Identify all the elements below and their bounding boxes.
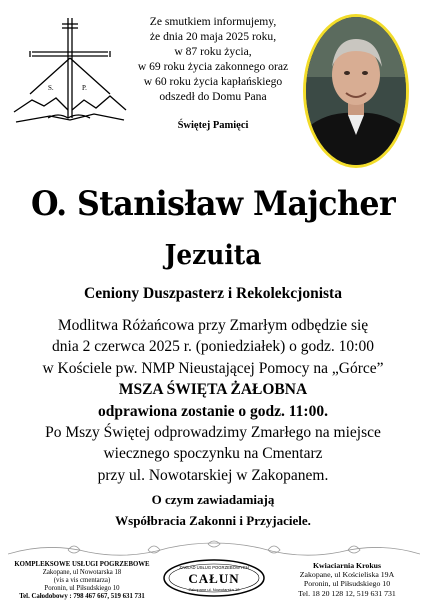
floral-ornament	[8, 538, 420, 560]
closing-line: O czym zawiadamiają	[151, 492, 275, 507]
funeral-home-phone: Tel. Całodobowy : 798 467 667, 519 631 731	[19, 593, 145, 600]
portrait-photo	[303, 14, 409, 168]
burial-line: Po Mszy Świętej odprowadzimy Zmarłego na miejsce	[45, 424, 381, 442]
deceased-order: Jezuita	[164, 240, 262, 271]
intro-line: że dnia 20 maja 2025 roku,	[149, 30, 277, 43]
cross-label-right: P.	[82, 84, 87, 92]
closing-line: Współbracia Zakonni i Przyjaciele.	[115, 513, 311, 528]
funeral-home-title: KOMPLEKSOWE USŁUGI POGRZEBOWE	[14, 561, 150, 568]
portrait-figure	[306, 17, 406, 165]
intro-line: odszedł do Domu Pana	[159, 90, 267, 103]
florist-address: Poronin, ul Piłsudskiego 10	[303, 579, 391, 589]
burial-line: wiecznego spoczynku na Cmentarz	[103, 445, 323, 463]
logo-name: CAŁUN	[188, 571, 240, 586]
announcement-line: dnia 2 czerwca 2025 r. (poniedziałek) o godz. 10:00	[52, 338, 374, 356]
calun-logo	[160, 558, 268, 598]
funeral-home-info	[6, 561, 158, 601]
intro-line: w 87 roku życia,	[174, 45, 252, 58]
florist-address: Zakopane, ul Kościeliska 19A	[299, 570, 395, 580]
intro-line: w 60 roku życia kapłańskiego	[143, 75, 283, 88]
honor-line: Świętej Pamięci	[177, 120, 249, 131]
funeral-home-address: Zakopane, ul Nowotarska 18	[42, 569, 122, 576]
announcement-line: w Kościele pw. NMP Nieustającej Pomocy na „Górce”	[42, 359, 384, 377]
logo-top-text: ZAKŁAD USŁUG POGRZEBOWYCH	[179, 565, 249, 570]
funeral-home-address: (vis a vis cmentarza)	[53, 577, 111, 584]
intro-line: Ze smutkiem informujemy,	[149, 15, 277, 28]
mass-title: MSZA ŚWIĘTA ŻAŁOBNA	[118, 381, 308, 399]
announcement-line: Modlitwa Różańcowa przy Zmarłym odbędzie się	[57, 317, 369, 334]
florist-phone: Tel. 18 20 128 12, 519 631 731	[298, 588, 396, 598]
closing-text	[0, 489, 426, 531]
deceased-name: O. Stanisław Majcher	[30, 184, 396, 224]
cross-label-left: S.	[48, 84, 54, 92]
mass-time: odprawiona zostanie o godz. 11:00.	[98, 402, 328, 420]
funeral-home-address: Poronin, ul Piłsudskiego 10	[44, 585, 120, 592]
florist-info	[272, 561, 422, 598]
florist-title: Kwiaciarnia Krokus	[312, 561, 382, 570]
intro-text	[110, 14, 316, 133]
announcement-text	[0, 315, 426, 486]
logo-bottom-text: Zakopane ul. Nowotarska 18	[188, 587, 240, 592]
burial-line: przy ul. Nowotarskiej w Zakopanem.	[97, 466, 329, 484]
intro-line: w 69 roku życia zakonnego oraz	[137, 60, 289, 73]
deceased-role: Ceniony Duszpasterz i Rekolekcjonista	[84, 285, 342, 302]
